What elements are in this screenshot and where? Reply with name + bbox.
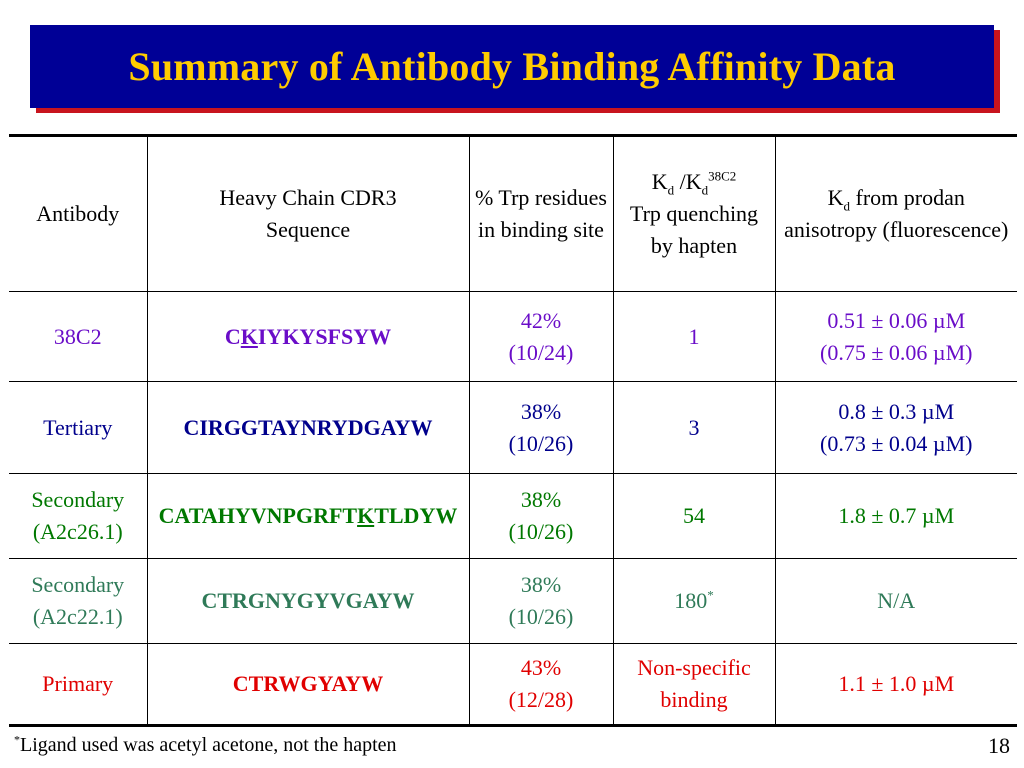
footnote-text: Ligand used was acetyl acetone, not the hapten xyxy=(20,734,397,756)
count: (10/26) xyxy=(508,519,574,544)
seq-post: IYKYSFSYW xyxy=(257,323,392,349)
title-bar xyxy=(30,25,994,108)
kd-ratio-sub2: d xyxy=(701,182,709,198)
cell-kd-ratio: 54 xyxy=(613,474,775,559)
kd-prodan-sub: d xyxy=(843,198,851,214)
cell-sequence xyxy=(147,292,469,382)
cell-kd-prodan xyxy=(775,292,1017,382)
seq-pre: C xyxy=(224,323,241,349)
kd-prodan-k: K xyxy=(827,185,844,210)
cell-sequence xyxy=(147,474,469,559)
seq-underlined: K xyxy=(357,503,375,528)
cell-trp-percent xyxy=(469,382,613,474)
slide-title: Summary of Antibody Binding Affinity Data xyxy=(128,44,896,89)
ratio-footnote-mark: * xyxy=(707,587,714,603)
pct: 43% xyxy=(520,655,562,680)
cell-antibody xyxy=(9,559,147,644)
binding-affinity-table xyxy=(9,134,1017,727)
cell-trp-percent xyxy=(469,474,613,559)
page-number: 18 xyxy=(988,733,1010,758)
cell-kd-ratio xyxy=(613,644,775,726)
pct: 42% xyxy=(520,307,562,333)
pct: 38% xyxy=(520,487,562,512)
kd2: (0.73 ± 0.04 µM) xyxy=(820,430,973,456)
count: (12/28) xyxy=(508,687,574,712)
cell-antibody: Primary xyxy=(9,644,147,726)
ratio: 180 xyxy=(674,588,708,613)
table-row-primary xyxy=(9,644,1017,726)
ratio-line1: Non-specific xyxy=(637,655,751,680)
kd-ratio-k1: K xyxy=(651,169,668,194)
header-antibody: Antibody xyxy=(9,136,147,292)
count: (10/24) xyxy=(508,339,574,365)
cell-kd-prodan xyxy=(775,382,1017,474)
antibody-line1: Secondary xyxy=(31,487,125,512)
cell-kd-ratio xyxy=(613,559,775,644)
cell-trp-percent xyxy=(469,644,613,726)
count: (10/26) xyxy=(508,604,574,629)
cell-antibody: Tertiary xyxy=(9,382,147,474)
footnote xyxy=(14,734,397,757)
antibody-line1: Secondary xyxy=(31,572,125,597)
cell-kd-ratio: 3 xyxy=(613,382,775,474)
kd-ratio-sup: 38C2 xyxy=(708,168,737,184)
table-row-secondary-a2c26 xyxy=(9,474,1017,559)
kd1: 0.51 ± 0.06 µM xyxy=(827,307,966,333)
seq-underlined: K xyxy=(240,323,258,349)
antibody-line2: (A2c22.1) xyxy=(32,604,123,629)
kd-ratio-rest: Trp quenching by hapten xyxy=(629,201,759,258)
cell-sequence: CTRWGYAYW xyxy=(147,644,469,726)
header-kd-prodan xyxy=(775,136,1017,292)
kd-ratio-sub1: d xyxy=(667,182,675,198)
antibody-line2: (A2c26.1) xyxy=(32,519,123,544)
seq-pre: CATAHYVNPGRFT xyxy=(158,503,358,528)
kd-prodan-rest: from prodan anisotropy (fluorescence) xyxy=(784,185,1009,242)
count: (10/26) xyxy=(508,430,574,456)
cell-kd-prodan: N/A xyxy=(775,559,1017,644)
header-sequence: Heavy Chain CDR3 Sequence xyxy=(147,136,469,292)
table-row-secondary-a2c22 xyxy=(9,559,1017,644)
cell-sequence: CTRGNYGYVGAYW xyxy=(147,559,469,644)
cell-antibody: 38C2 xyxy=(9,292,147,382)
table-row-38c2 xyxy=(9,292,1017,382)
kd2: (0.75 ± 0.06 µM) xyxy=(820,339,973,365)
cell-antibody xyxy=(9,474,147,559)
cell-kd-ratio: 1 xyxy=(613,292,775,382)
cell-trp-percent xyxy=(469,292,613,382)
header-trp-percent: % Trp residues in binding site xyxy=(469,136,613,292)
table-row-tertiary xyxy=(9,382,1017,474)
cell-sequence: CIRGGTAYNRYDGAYW xyxy=(147,382,469,474)
pct: 38% xyxy=(520,398,562,424)
header-kd-ratio xyxy=(613,136,775,292)
seq-post: TLDYW xyxy=(374,503,458,528)
header-row xyxy=(9,136,1017,292)
kd-ratio-slash: /K xyxy=(674,169,702,194)
cell-kd-prodan: 1.1 ± 1.0 µM xyxy=(775,644,1017,726)
footnote-mark: * xyxy=(14,732,20,747)
pct: 38% xyxy=(520,572,562,597)
kd1: 0.8 ± 0.3 µM xyxy=(838,398,955,424)
cell-kd-prodan: 1.8 ± 0.7 µM xyxy=(775,474,1017,559)
ratio-line2: binding xyxy=(660,687,728,712)
cell-trp-percent xyxy=(469,559,613,644)
